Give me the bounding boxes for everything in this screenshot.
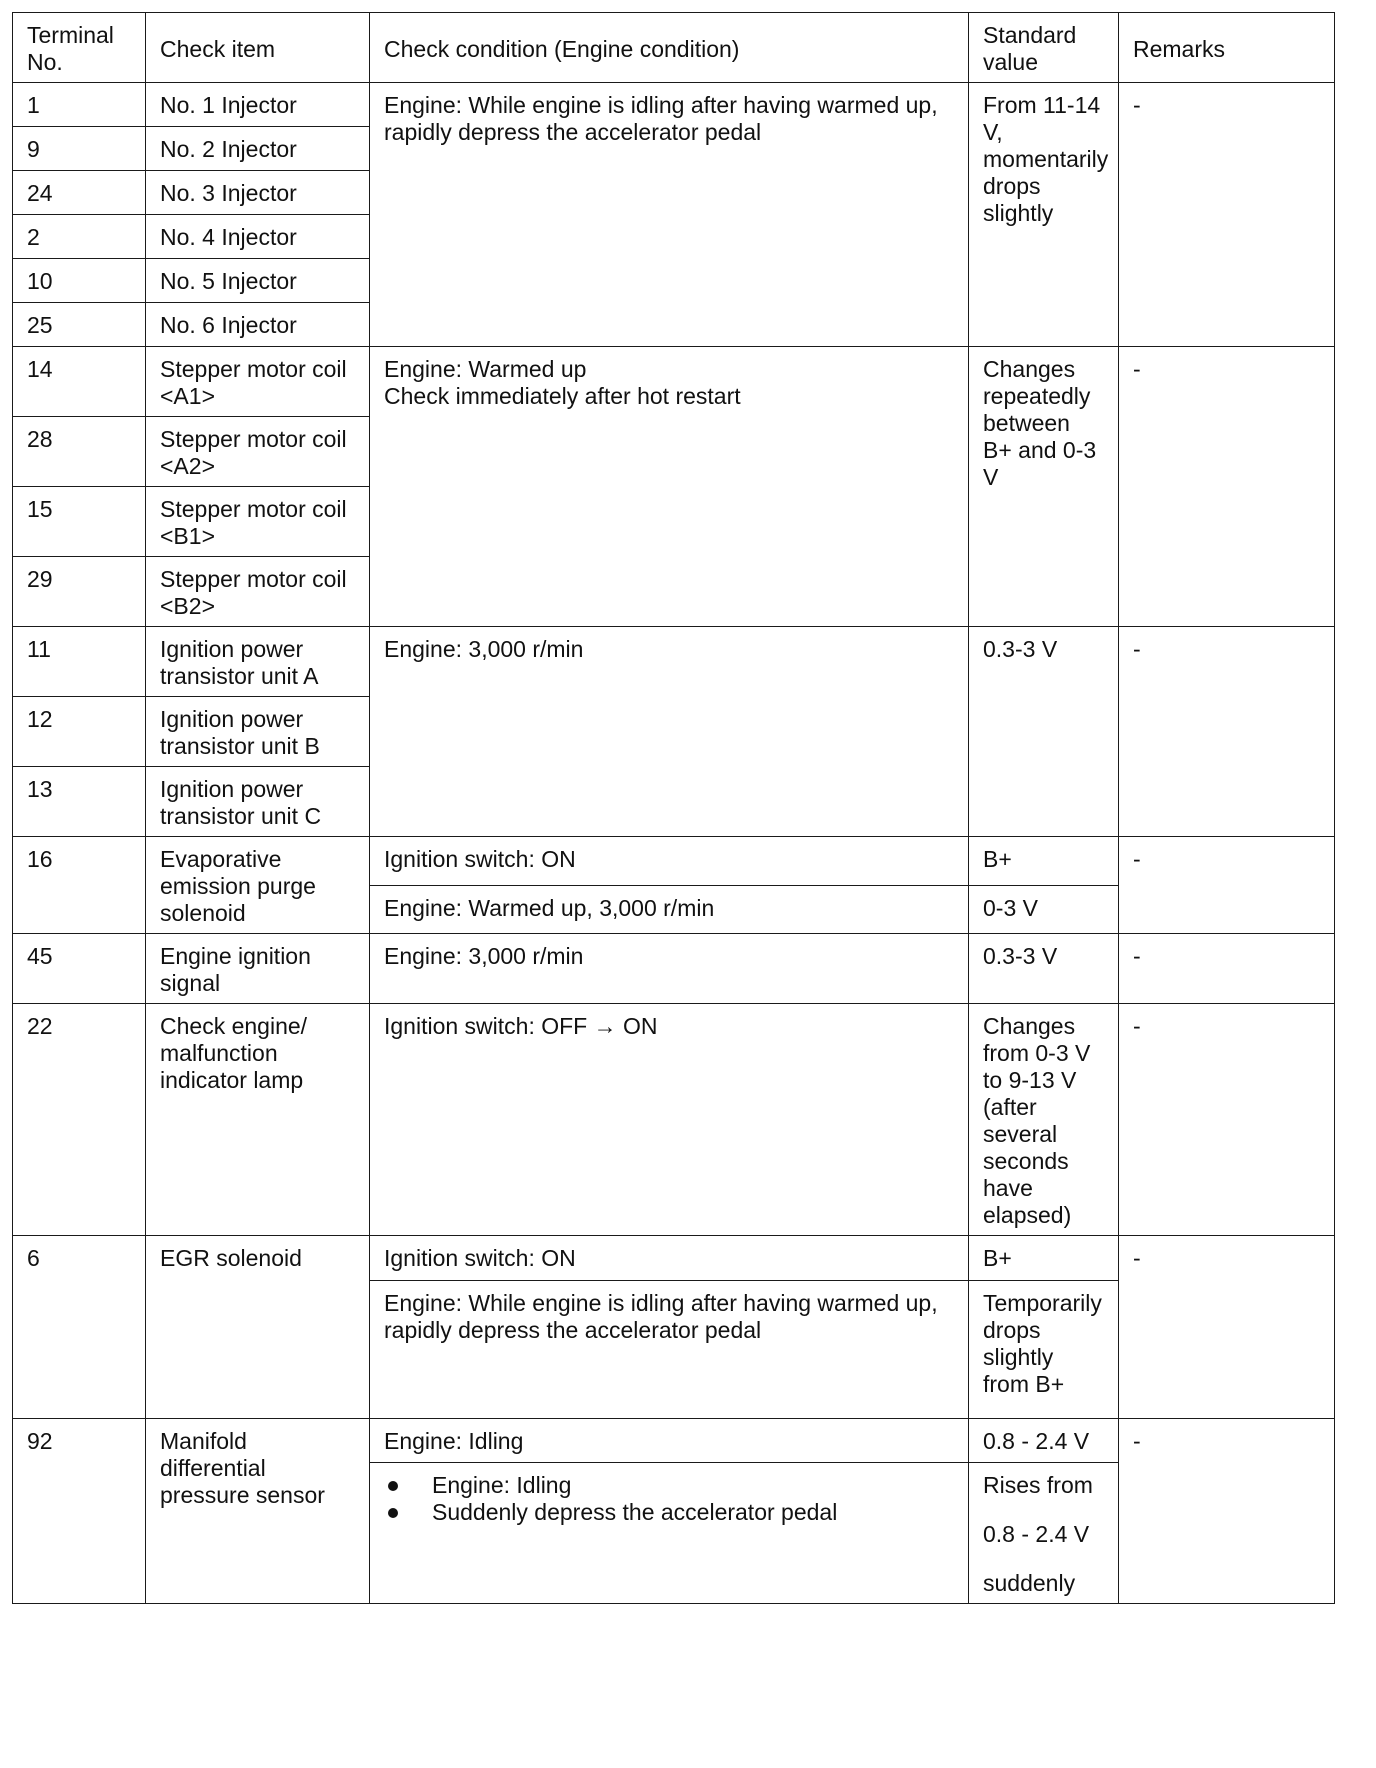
standard-value-cell: Changes from 0-3 V to 9-13 V (after several seconds have elapsed): [969, 1004, 1119, 1236]
remarks-cell: -: [1119, 627, 1335, 837]
terminal-cell: 16: [13, 837, 146, 934]
standard-value-cell: B+: [969, 1236, 1119, 1281]
remarks-cell: -: [1119, 347, 1335, 627]
check-item-cell: No. 5 Injector: [146, 259, 370, 303]
header-standard-value: Standard value: [969, 13, 1119, 83]
table-row: [13, 1004, 1335, 1236]
header-remarks: Remarks: [1119, 13, 1335, 83]
standard-value-line: 0.8 - 2.4 V: [983, 1521, 1090, 1547]
standard-value-cell: [969, 1463, 1119, 1604]
check-item-cell: Stepper motor coil <B1>: [146, 487, 370, 557]
check-item-cell: Stepper motor coil <A2>: [146, 417, 370, 487]
standard-value-cell: Temporarily drops slightly from B+: [969, 1281, 1119, 1419]
terminal-cell: 28: [13, 417, 146, 487]
condition-cell: Ignition switch: ON: [370, 1236, 969, 1281]
condition-cell: Ignition switch: OFF → ON: [370, 1004, 969, 1236]
condition-cell: Engine: 3,000 r/min: [370, 934, 969, 1004]
standard-value-cell: B+: [969, 837, 1119, 886]
terminal-cell: 14: [13, 347, 146, 417]
condition-line: Check immediately after hot restart: [384, 383, 741, 409]
check-item-cell: Manifold differential pressure sensor: [146, 1419, 370, 1604]
table-row: [13, 1419, 1335, 1463]
terminal-cell: 11: [13, 627, 146, 697]
terminal-cell: 2: [13, 215, 146, 259]
standard-value-cell: Changes repeatedly between B+ and 0-3 V: [969, 347, 1119, 627]
condition-cell: Ignition switch: ON: [370, 837, 969, 886]
table-row: [13, 347, 1335, 417]
table-row: [13, 627, 1335, 697]
check-item-cell: No. 6 Injector: [146, 303, 370, 347]
terminal-cell: 22: [13, 1004, 146, 1236]
check-item-cell: No. 2 Injector: [146, 127, 370, 171]
condition-cell: [370, 347, 969, 627]
remarks-cell: -: [1119, 83, 1335, 347]
condition-cell: Engine: Warmed up, 3,000 r/min: [370, 886, 969, 934]
check-item-cell: EGR solenoid: [146, 1236, 370, 1419]
standard-value-cell: 0.3-3 V: [969, 627, 1119, 837]
header-row: [13, 13, 1335, 83]
condition-bullet: Suddenly depress the accelerator pedal: [384, 1499, 954, 1526]
condition-cell: Engine: 3,000 r/min: [370, 627, 969, 837]
check-item-cell: Check engine/ malfunction indicator lamp: [146, 1004, 370, 1236]
condition-cell: Engine: Idling: [370, 1419, 969, 1463]
terminal-check-table: [12, 12, 1335, 1604]
remarks-cell: -: [1119, 1004, 1335, 1236]
standard-value-line: suddenly: [983, 1570, 1076, 1596]
condition-cell: [370, 1463, 969, 1604]
check-item-cell: Stepper motor coil <A1>: [146, 347, 370, 417]
remarks-cell: -: [1119, 837, 1335, 934]
table-row: [13, 83, 1335, 127]
table-row: [13, 934, 1335, 1004]
check-item-cell: Stepper motor coil <B2>: [146, 557, 370, 627]
standard-value-cell: From 11-14 V, momentarily drops slightly: [969, 83, 1119, 347]
terminal-cell: 1: [13, 83, 146, 127]
terminal-cell: 13: [13, 767, 146, 837]
terminal-cell: 12: [13, 697, 146, 767]
check-item-cell: No. 1 Injector: [146, 83, 370, 127]
table-row: [13, 837, 1335, 886]
terminal-cell: 9: [13, 127, 146, 171]
terminal-cell: 29: [13, 557, 146, 627]
check-item-cell: No. 3 Injector: [146, 171, 370, 215]
terminal-cell: 10: [13, 259, 146, 303]
standard-value-cell: 0.8 - 2.4 V: [969, 1419, 1119, 1463]
remarks-cell: -: [1119, 1419, 1335, 1604]
remarks-cell: -: [1119, 934, 1335, 1004]
table-row: [13, 1236, 1335, 1281]
header-check-item: Check item: [146, 13, 370, 83]
standard-value-line: Rises from: [983, 1472, 1093, 1498]
terminal-cell: 25: [13, 303, 146, 347]
check-item-cell: Evaporative emission purge solenoid: [146, 837, 370, 934]
header-terminal: Terminal No.: [13, 13, 146, 83]
header-check-condition: Check condition (Engine condition): [370, 13, 969, 83]
terminal-cell: 6: [13, 1236, 146, 1419]
remarks-cell: -: [1119, 1236, 1335, 1419]
check-item-cell: Engine ignition signal: [146, 934, 370, 1004]
check-item-cell: Ignition power transistor unit B: [146, 697, 370, 767]
condition-cell: Engine: While engine is idling after having warmed up, rapidly depress the accelerator pedal: [370, 83, 969, 347]
terminal-cell: 92: [13, 1419, 146, 1604]
standard-value-cell: 0-3 V: [969, 886, 1119, 934]
condition-bullet: Engine: Idling: [384, 1472, 954, 1499]
check-item-cell: Ignition power transistor unit A: [146, 627, 370, 697]
condition-line: Engine: Warmed up: [384, 356, 587, 382]
condition-bullet-list: [384, 1472, 954, 1526]
check-item-cell: No. 4 Injector: [146, 215, 370, 259]
terminal-cell: 24: [13, 171, 146, 215]
check-item-cell: Ignition power transistor unit C: [146, 767, 370, 837]
standard-value-cell: 0.3-3 V: [969, 934, 1119, 1004]
condition-cell: Engine: While engine is idling after having warmed up, rapidly depress the accelerator pedal: [370, 1281, 969, 1419]
terminal-cell: 15: [13, 487, 146, 557]
terminal-cell: 45: [13, 934, 146, 1004]
